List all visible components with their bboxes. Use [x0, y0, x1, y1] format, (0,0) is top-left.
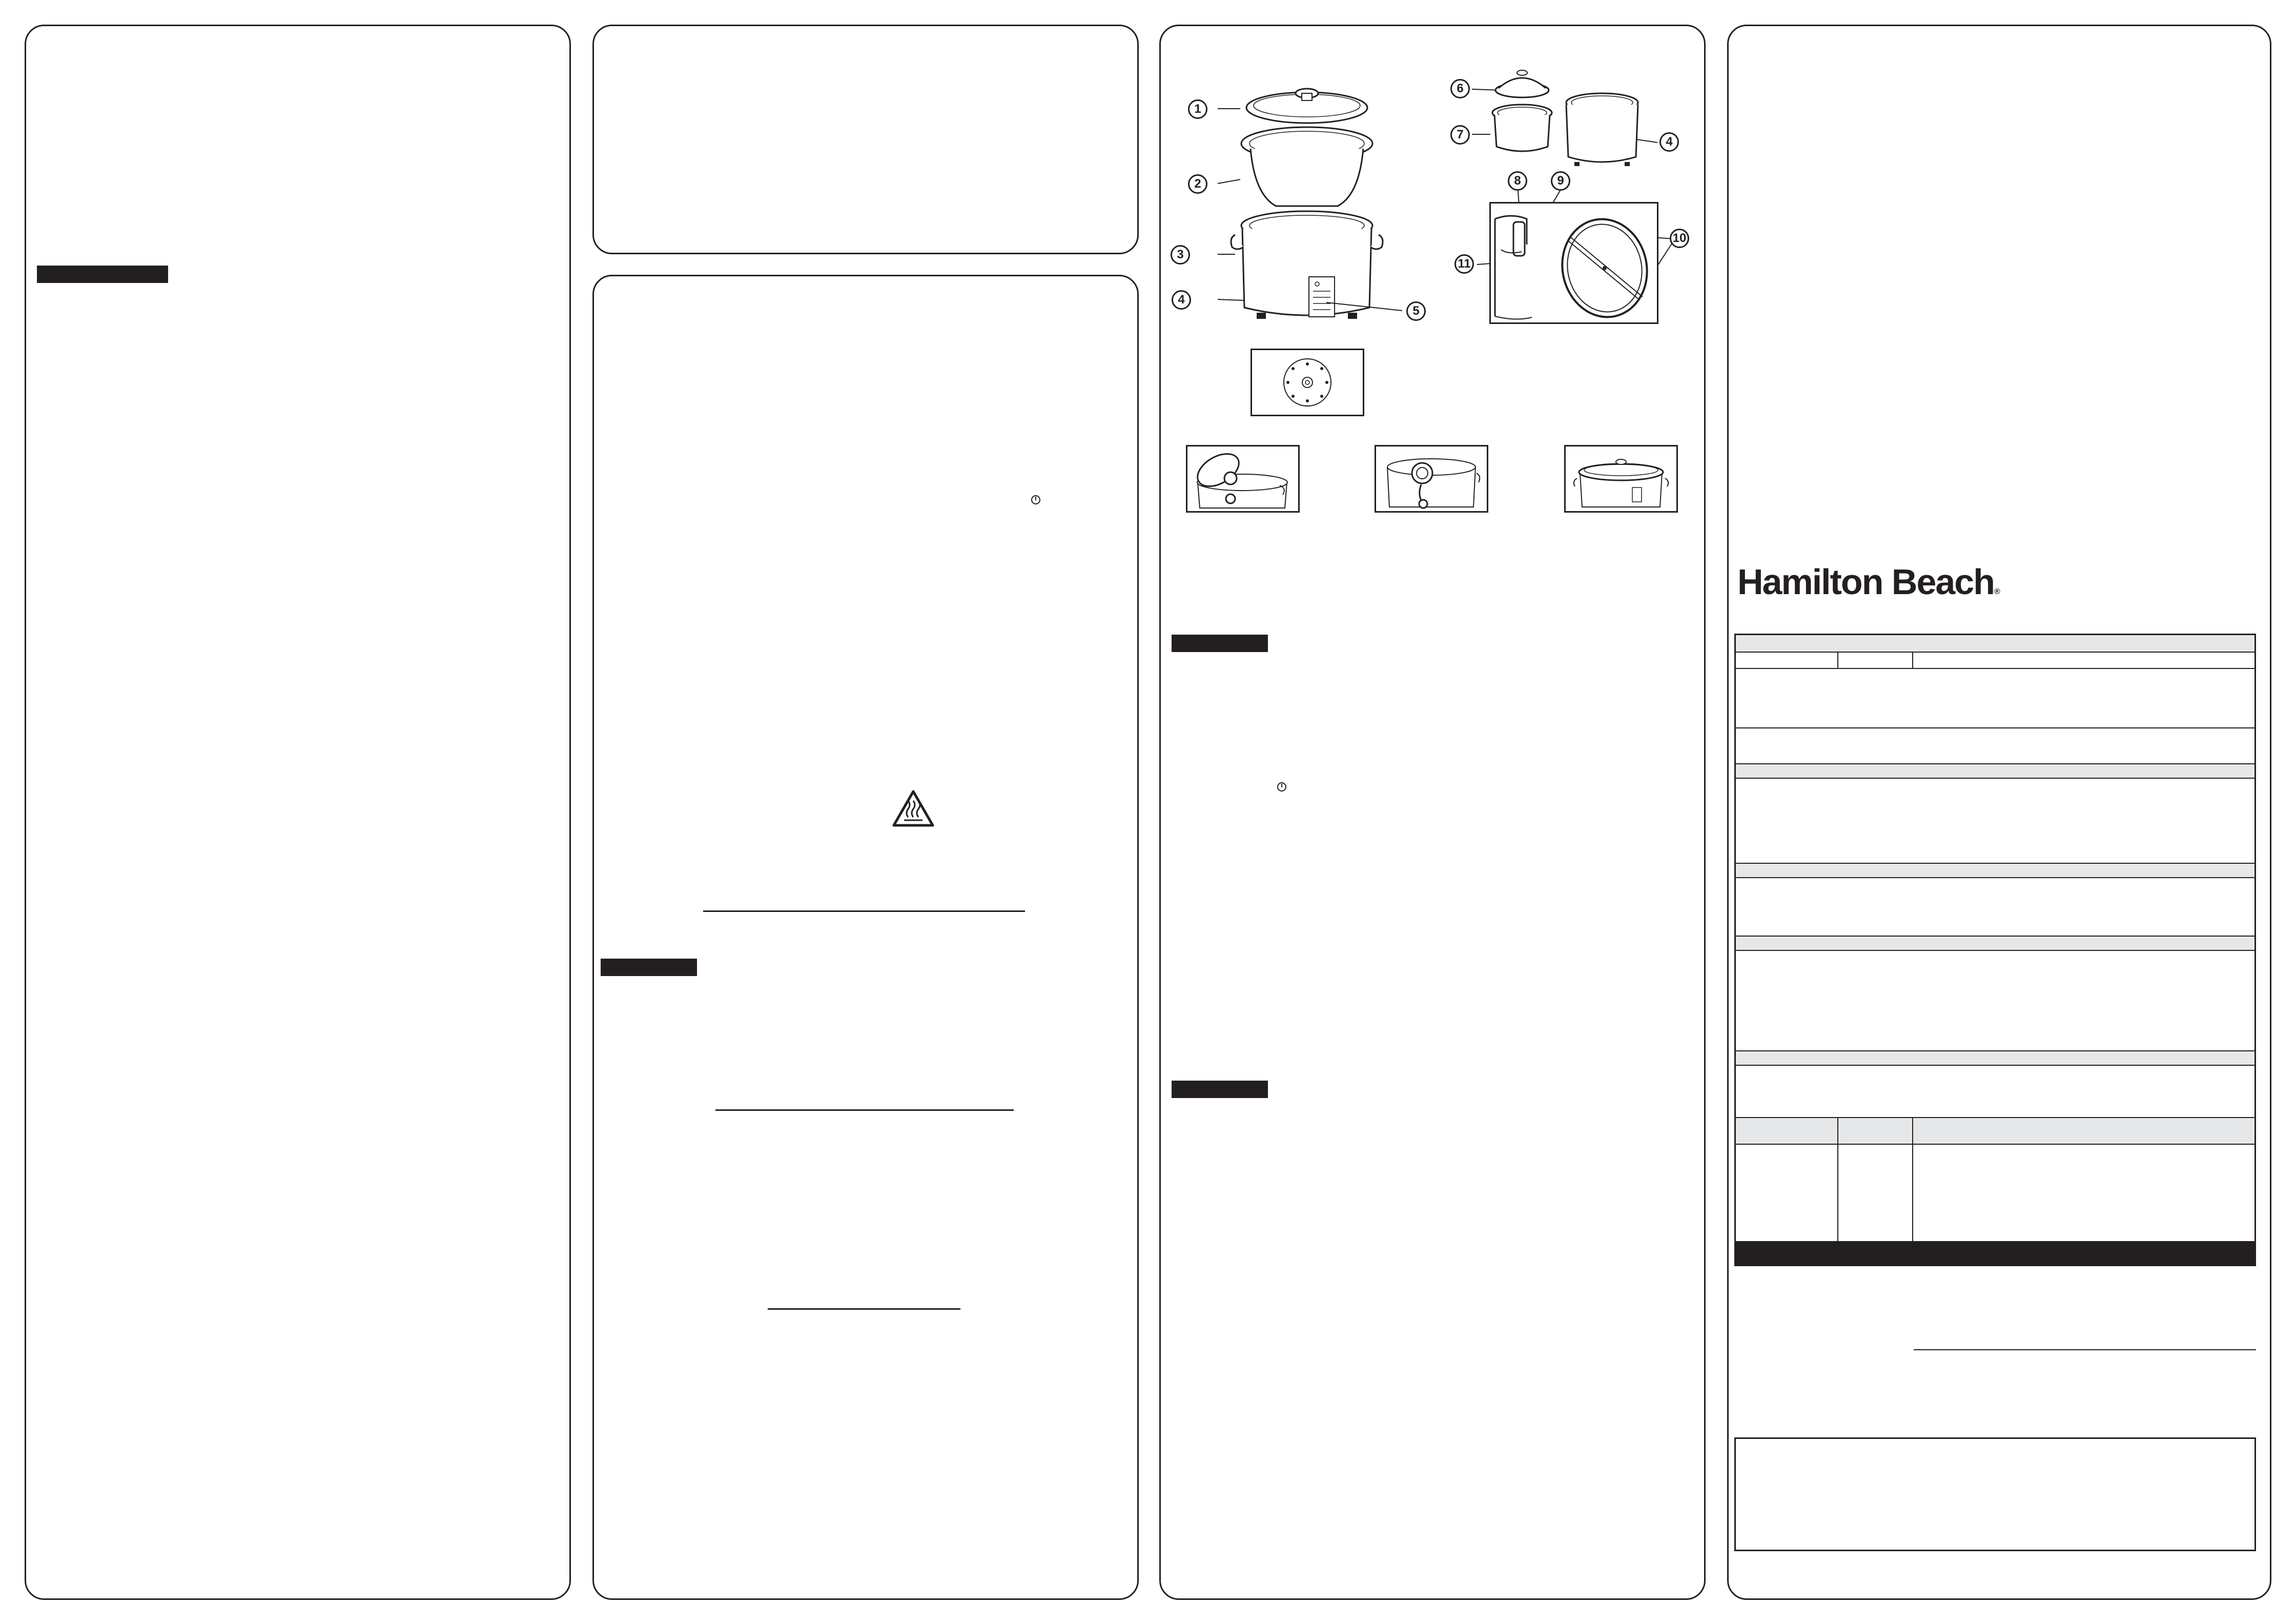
callout-7: 7 [1450, 125, 1470, 145]
troubleshooting-table [1734, 634, 2256, 1266]
table-section-header [1736, 763, 2254, 779]
step-2-illustration [1376, 446, 1487, 511]
table-footer-bar [1736, 1241, 2254, 1265]
small-crock-illustration [1481, 62, 1645, 174]
table-header-row [1736, 1117, 2254, 1145]
callout-2: 2 [1188, 174, 1207, 194]
power-icon [1276, 781, 1287, 793]
table-column-divider [1837, 653, 1838, 668]
lid-clip-detail-figure [1489, 202, 1658, 324]
callout-5: 5 [1406, 301, 1426, 321]
callout-3: 3 [1171, 245, 1190, 265]
table-column-divider [1912, 1117, 1913, 1244]
control-dial-illustration [1252, 350, 1363, 415]
table-section-header [1736, 1050, 2254, 1066]
callout-11: 11 [1454, 254, 1474, 274]
table-row-divider [1736, 727, 2254, 728]
brand-name: Hamilton Beach [1737, 562, 1994, 602]
step-figure-3 [1564, 445, 1678, 513]
control-dial-figure [1250, 349, 1364, 416]
callout-9: 9 [1551, 171, 1570, 191]
section-heading-bar [1172, 1081, 1268, 1098]
table-row-divider [1736, 668, 2254, 669]
step-1-illustration [1187, 446, 1298, 511]
callout-10: 10 [1670, 229, 1689, 248]
table-section-header [1736, 936, 2254, 951]
notes-box [1734, 1437, 2256, 1551]
callout-6: 6 [1450, 79, 1470, 98]
registered-mark: ® [1994, 587, 2000, 596]
callout-8: 8 [1508, 171, 1527, 191]
step-3-illustration [1566, 446, 1676, 511]
table-column-divider [1837, 1117, 1838, 1244]
table-section-header [1736, 863, 2254, 878]
table-column-divider [1912, 653, 1913, 668]
table-header-row [1736, 635, 2254, 653]
brand-logo [1737, 564, 2000, 600]
section-heading-bar [1172, 635, 1268, 652]
lid-clip-detail-illustration [1491, 204, 1657, 322]
callout-4: 4 [1172, 290, 1191, 310]
callout-1: 1 [1188, 99, 1207, 119]
step-figure-1 [1186, 445, 1300, 513]
signature-line [1914, 1349, 2256, 1350]
callout-4-insert: 4 [1659, 132, 1679, 152]
step-figure-2 [1375, 445, 1488, 513]
